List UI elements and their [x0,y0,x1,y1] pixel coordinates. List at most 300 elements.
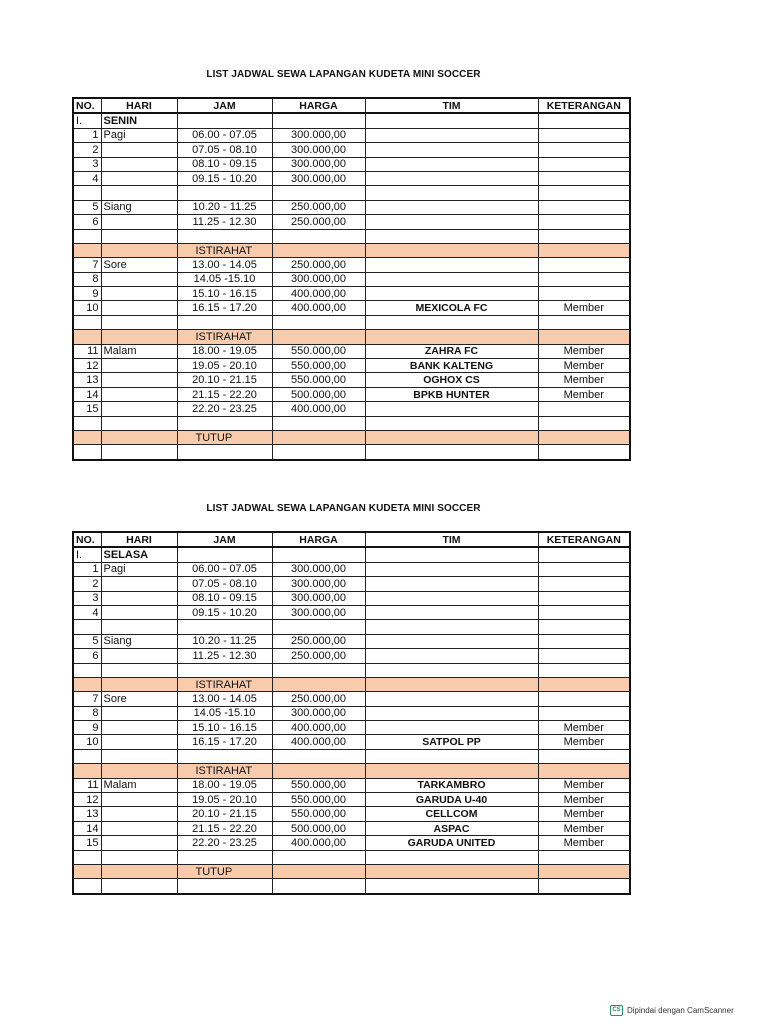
cell-keterangan [538,258,630,272]
cell-no: 15 [73,402,101,416]
cell-hari [101,620,177,634]
cell-keterangan: Member [538,359,630,373]
cell-tim: BPKB HUNTER [365,387,538,401]
cell-harga: 250.000,00 [272,649,365,663]
cell-tim: GARUDA U-40 [365,793,538,807]
cell-jam [177,663,272,677]
cell-jam: TUTUP [177,864,272,878]
header-jam: JAM [177,98,272,113]
cell-hari [101,186,177,200]
cell-jam: 06.00 - 07.05 [177,562,272,576]
cell-keterangan [538,315,630,329]
sheet-title: LIST JADWAL SEWA LAPANGAN KUDETA MINI SOCCER [206,503,481,514]
cell-harga [272,749,365,763]
cell-tim [365,430,538,444]
cell-jam [177,229,272,243]
cell-keterangan [538,416,630,430]
cell-keterangan [538,229,630,243]
cell-hari: Siang [101,634,177,648]
cell-hari [101,387,177,401]
cell-tim [365,200,538,214]
cell-hari [101,735,177,749]
cell-harga: 400.000,00 [272,301,365,315]
cell-jam: 08.10 - 09.15 [177,157,272,171]
cell-harga: 250.000,00 [272,200,365,214]
cell-jam: 11.25 - 12.30 [177,649,272,663]
table-row [73,793,630,807]
cell-hari: Sore [101,258,177,272]
cell-no [73,445,101,460]
cell-tim: BANK KALTENG [365,359,538,373]
cell-keterangan [538,634,630,648]
cell-no [73,879,101,894]
cell-keterangan [538,605,630,619]
cell-hari [101,359,177,373]
cell-no: 7 [73,258,101,272]
cell-no [73,315,101,329]
cell-tim [365,272,538,286]
cell-tim [365,620,538,634]
cell-harga: 300.000,00 [272,128,365,142]
cell-tim: ZAHRA FC [365,344,538,358]
cell-tim [365,128,538,142]
cell-tim: SATPOL PP [365,735,538,749]
cell-tim [365,287,538,301]
cell-jam: 14.05 -15.10 [177,706,272,720]
cell-jam: TUTUP [177,430,272,444]
cell-tim [365,113,538,128]
cell-tim [365,649,538,663]
cell-no: 1 [73,128,101,142]
cell-hari [101,157,177,171]
cell-keterangan [538,215,630,229]
cell-keterangan [538,143,630,157]
cell-tim: CELLCOM [365,807,538,821]
cell-no: 5 [73,200,101,214]
table-row [73,344,630,358]
cell-hari [101,373,177,387]
cell-keterangan: Member [538,793,630,807]
header-harga: HARGA [272,532,365,547]
table-row [73,258,630,272]
cell-tim: TARKAMBRO [365,778,538,792]
cell-hari [101,706,177,720]
cell-keterangan [538,272,630,286]
cell-jam: 09.15 - 10.20 [177,171,272,185]
cell-tim [365,864,538,878]
cell-tim [365,605,538,619]
table-row [73,128,630,142]
cell-no: 9 [73,721,101,735]
table-row [73,315,630,329]
table-row [73,171,630,185]
cell-tim [365,692,538,706]
schedule-sheet-senin [72,68,629,461]
cell-harga: 300.000,00 [272,706,365,720]
camscanner-logo-icon: CS [610,1005,623,1016]
cell-tim [365,591,538,605]
cell-no [73,677,101,691]
cell-no [73,850,101,864]
cell-tim [365,721,538,735]
table-header-row [73,532,630,547]
cell-jam [177,416,272,430]
cell-jam [177,315,272,329]
cell-no: 12 [73,793,101,807]
header-harga: HARGA [272,98,365,113]
cell-harga [272,850,365,864]
cell-keterangan: Member [538,807,630,821]
cell-no: 9 [73,287,101,301]
cell-tim: OGHOX CS [365,373,538,387]
cell-hari [101,445,177,460]
schedule-table [72,531,631,895]
cell-harga: 550.000,00 [272,359,365,373]
cell-tim [365,330,538,344]
cell-harga [272,547,365,562]
table-row [73,605,630,619]
cell-jam: ISTIRAHAT [177,764,272,778]
cell-no [73,620,101,634]
cell-tim [365,677,538,691]
table-row [73,562,630,576]
cell-hari [101,721,177,735]
table-row [73,778,630,792]
cell-harga [272,764,365,778]
header-no: NO. [73,532,101,547]
cell-harga: 300.000,00 [272,171,365,185]
table-row [73,749,630,763]
cell-harga: 400.000,00 [272,735,365,749]
cell-hari [101,215,177,229]
cell-harga [272,243,365,257]
cell-hari [101,315,177,329]
cell-tim [365,879,538,894]
cell-keterangan: Member [538,344,630,358]
cell-tim [365,416,538,430]
sheet-title: LIST JADWAL SEWA LAPANGAN KUDETA MINI SOCCER [206,69,481,80]
cell-tim [365,215,538,229]
cell-keterangan [538,850,630,864]
cell-harga: 250.000,00 [272,692,365,706]
cell-harga: 300.000,00 [272,143,365,157]
cell-keterangan [538,287,630,301]
cell-harga: 400.000,00 [272,287,365,301]
cell-jam: 07.05 - 08.10 [177,577,272,591]
cell-keterangan: Member [538,778,630,792]
cell-keterangan [538,879,630,894]
cell-tim [365,634,538,648]
cell-harga: 250.000,00 [272,634,365,648]
section-divider-row [73,677,630,691]
header-no: NO. [73,98,101,113]
cell-no: 6 [73,649,101,663]
cell-hari [101,330,177,344]
cell-harga: 400.000,00 [272,402,365,416]
cell-no: 15 [73,836,101,850]
cell-harga: 300.000,00 [272,272,365,286]
cell-hari [101,430,177,444]
header-tim: TIM [365,532,538,547]
cell-keterangan [538,677,630,691]
cell-jam: 07.05 - 08.10 [177,143,272,157]
cell-jam [177,445,272,460]
table-row [73,879,630,894]
table-row [73,692,630,706]
cell-keterangan: Member [538,735,630,749]
cell-hari [101,243,177,257]
cell-hari: Malam [101,778,177,792]
cell-keterangan [538,171,630,185]
camscanner-watermark [610,1005,734,1016]
cell-harga [272,864,365,878]
cell-hari [101,879,177,894]
cell-no: 4 [73,605,101,619]
cell-jam: 10.20 - 11.25 [177,200,272,214]
cell-tim [365,562,538,576]
cell-jam [177,186,272,200]
cell-tim [365,764,538,778]
cell-keterangan [538,562,630,576]
cell-jam: ISTIRAHAT [177,243,272,257]
cell-no [73,864,101,878]
cell-keterangan [538,445,630,460]
cell-tim [365,577,538,591]
cell-harga: 400.000,00 [272,836,365,850]
cell-hari: Malam [101,344,177,358]
cell-keterangan [538,402,630,416]
cell-jam: 15.10 - 16.15 [177,721,272,735]
cell-tim [365,243,538,257]
cell-hari [101,677,177,691]
cell-no: 8 [73,272,101,286]
table-row [73,821,630,835]
cell-keterangan [538,243,630,257]
cell-no: 11 [73,344,101,358]
cell-no: 12 [73,359,101,373]
cell-harga [272,445,365,460]
cell-jam: 19.05 - 20.10 [177,793,272,807]
day-header-row [73,113,630,128]
cell-hari [101,821,177,835]
cell-harga: 300.000,00 [272,157,365,171]
cell-no: 13 [73,807,101,821]
cell-jam [177,850,272,864]
cell-tim [365,850,538,864]
table-row [73,445,630,460]
cell-jam: 20.10 - 21.15 [177,807,272,821]
cell-harga: 550.000,00 [272,778,365,792]
cell-no: 10 [73,735,101,749]
cell-jam: 22.20 - 23.25 [177,402,272,416]
cell-harga [272,330,365,344]
cell-tim [365,547,538,562]
cell-jam: 20.10 - 21.15 [177,373,272,387]
table-row [73,157,630,171]
cell-jam: 21.15 - 22.20 [177,821,272,835]
cell-no: 2 [73,577,101,591]
cell-jam [177,749,272,763]
table-row [73,649,630,663]
cell-hari [101,229,177,243]
cell-harga: 550.000,00 [272,344,365,358]
cell-keterangan [538,200,630,214]
cell-harga [272,229,365,243]
cell-jam: 13.00 - 14.05 [177,692,272,706]
cell-tim: MEXICOLA FC [365,301,538,315]
cell-hari [101,577,177,591]
table-row [73,706,630,720]
cell-tim: GARUDA UNITED [365,836,538,850]
cell-hari: Pagi [101,128,177,142]
table-row [73,402,630,416]
section-divider-row [73,764,630,778]
cell-keterangan [538,113,630,128]
cell-hari [101,807,177,821]
table-row [73,663,630,677]
cell-no: 8 [73,706,101,720]
cell-jam: 08.10 - 09.15 [177,591,272,605]
cell-no: I. [73,547,101,562]
cell-no: 5 [73,634,101,648]
table-row [73,359,630,373]
cell-harga [272,620,365,634]
cell-hari [101,143,177,157]
cell-jam [177,547,272,562]
cell-keterangan: Member [538,821,630,835]
cell-keterangan: Member [538,301,630,315]
cell-no: 4 [73,171,101,185]
cell-no: 13 [73,373,101,387]
cell-no [73,243,101,257]
day-header-row [73,547,630,562]
cell-keterangan [538,706,630,720]
cell-harga: 300.000,00 [272,605,365,619]
cell-keterangan [538,157,630,171]
cell-keterangan [538,330,630,344]
cell-keterangan [538,749,630,763]
cell-harga: 500.000,00 [272,821,365,835]
cell-keterangan [538,186,630,200]
cell-tim [365,157,538,171]
cell-tim [365,143,538,157]
cell-harga [272,315,365,329]
section-divider-row [73,243,630,257]
cell-keterangan [538,692,630,706]
cell-jam: ISTIRAHAT [177,330,272,344]
cell-no [73,229,101,243]
table-row [73,373,630,387]
cell-hari [101,793,177,807]
cell-tim [365,402,538,416]
cell-jam [177,620,272,634]
cell-tim [365,663,538,677]
cell-harga: 250.000,00 [272,258,365,272]
cell-no [73,330,101,344]
cell-jam: 22.20 - 23.25 [177,836,272,850]
table-row [73,272,630,286]
cell-no: 11 [73,778,101,792]
cell-jam: 10.20 - 11.25 [177,634,272,648]
table-row [73,807,630,821]
header-keterangan: KETERANGAN [538,98,630,113]
table-row [73,850,630,864]
table-row [73,186,630,200]
cell-harga: 550.000,00 [272,373,365,387]
table-row [73,735,630,749]
cell-hari [101,591,177,605]
cell-tim: ASPAC [365,821,538,835]
cell-no: 2 [73,143,101,157]
table-row [73,287,630,301]
cell-hari [101,764,177,778]
cell-jam: 16.15 - 17.20 [177,735,272,749]
cell-harga: 300.000,00 [272,562,365,576]
cell-hari [101,850,177,864]
cell-hari [101,605,177,619]
cell-jam: 18.00 - 19.05 [177,344,272,358]
table-row [73,416,630,430]
cell-jam: 09.15 - 10.20 [177,605,272,619]
cell-harga [272,186,365,200]
cell-keterangan: Member [538,373,630,387]
cell-harga [272,416,365,430]
cell-tim [365,749,538,763]
cell-hari: Sore [101,692,177,706]
section-divider-row [73,430,630,444]
table-row [73,387,630,401]
cell-hari [101,287,177,301]
cell-hari: Pagi [101,562,177,576]
cell-harga: 300.000,00 [272,591,365,605]
table-row [73,721,630,735]
table-row [73,836,630,850]
cell-harga [272,677,365,691]
header-tim: TIM [365,98,538,113]
cell-harga [272,663,365,677]
section-divider-row [73,864,630,878]
cell-no [73,749,101,763]
cell-no: 14 [73,387,101,401]
cell-hari [101,836,177,850]
cell-no [73,764,101,778]
cell-harga [272,879,365,894]
cell-hari: SELASA [101,547,177,562]
cell-no: 14 [73,821,101,835]
cell-no: I. [73,113,101,128]
cell-keterangan [538,649,630,663]
cell-harga: 400.000,00 [272,721,365,735]
camscanner-text: Dipindai dengan CamScanner [627,1006,734,1015]
cell-keterangan [538,430,630,444]
cell-jam: 13.00 - 14.05 [177,258,272,272]
cell-jam [177,879,272,894]
section-divider-row [73,330,630,344]
cell-tim [365,171,538,185]
table-row [73,229,630,243]
cell-no: 6 [73,215,101,229]
cell-jam: 16.15 - 17.20 [177,301,272,315]
schedule-sheet-selasa [72,502,629,895]
cell-hari [101,416,177,430]
cell-keterangan [538,663,630,677]
cell-hari: SENIN [101,113,177,128]
cell-jam: 18.00 - 19.05 [177,778,272,792]
cell-tim [365,315,538,329]
table-row [73,200,630,214]
cell-keterangan [538,577,630,591]
table-row [73,215,630,229]
